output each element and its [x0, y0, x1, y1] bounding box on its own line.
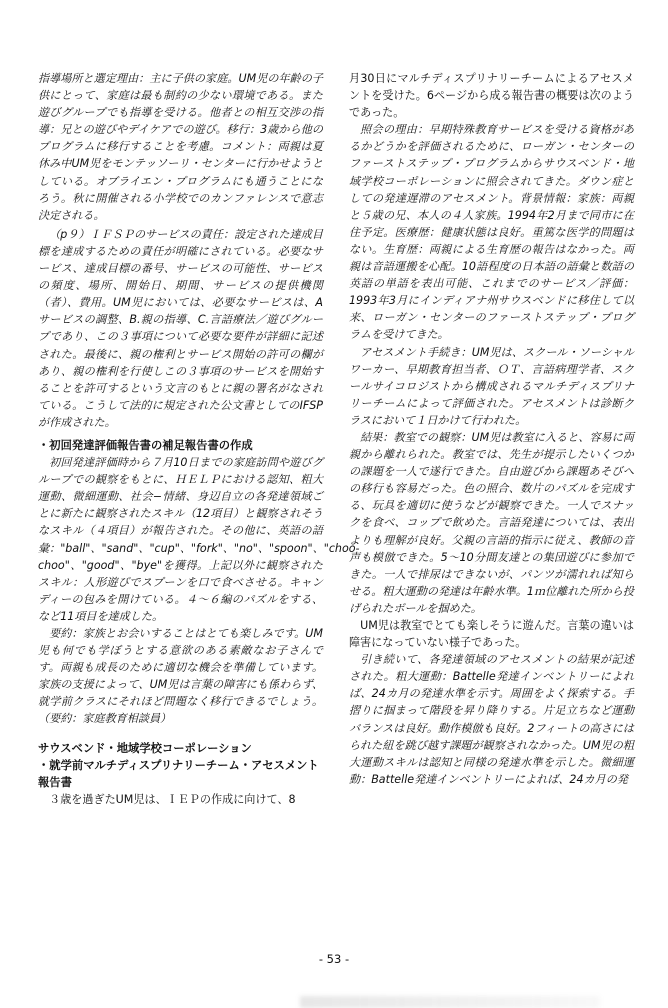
left-column [38, 70, 360, 935]
paragraph-left-5: ３歳を過ぎたUM児は、ＩＥＰの作成に向けて、8 [49, 792, 296, 806]
paragraph-right-5: UM児は教室でとても楽しそうに遊んだ。言葉の違いは障害になっていない様子であった。 [349, 619, 634, 650]
paragraph-left-2: （p９）ＩＦＳＰのサービスの責任：設定された達成目標を達成するための責任が明確にされている。必要なサービス、達成目標の番号、サービスの可能性、サービスの頻度、場所、開始日、期間、サービスの提供機関（者）、費用。UM児においては、必要なサービスは、Aサービスの調整、B.親の指導、C.言語療法／遊びグループであり、この３事項について必要な要件が詳細に記述された。最後に、親の権利とサービス開始の許可の欄があり、親の権利を行使しこの３事項のサービスを開始することを許可するという文言のもとに親の署名がなされている。こうして法的に規定された公文書としてのIFSPが作成された。 [38, 227, 323, 429]
heading-south-bend-corporation: サウスベンド・地域学校コーポレーション [38, 741, 252, 755]
paragraph-right-2: 照会の理由：早期特殊教育サービスを受ける資格があるかどうかを評価されるために、ローガン・センターのファーストステップ・プログラムからサウスベンド・地域学校コーポレーションに照会されてきた。ダウン症としての発達遅滞のアセスメント。背景情報：家族：両親と５歳の兄、本人の４人家族。1994年2月まで同市に在住予定。医療歴：健康状態は良好。重篤な医学的問題はない。生育歴：両親による生育歴の報告はなかった。両親は音語運搬を心配。10語程度の日本語の語彙と数語の英語の単語を表出可能、これまでのサービス／評価：1993年3月にインディアナ州サウスベンドに移住して以来、ローガン・センターのファーストステップ・プログラムを受けてきた。 [349, 123, 634, 342]
heading-multidisciplinary-report: ・就学前マルチディスプリナリーチーム・アセスメント報告書 [38, 758, 319, 789]
paragraph-right-6: 引き続いて、各発達領域のアセスメントの結果が記述された。粗大運動：Battelle発達インベントリーによれば、24カ月の発達水準を示す。周囲をよく探索する。手摺りに掴まって階段を昇り降りする。片足立ちなど運動バランスは良好。動作模倣も良好。2フィートの高さにはられた紐を跳び越す課題が観察されなかった。UM児の粗大運動スキルは認知と同様の発達水準を示した。微細運動：Battelle発達インベントリーによれば、24カ月の発 [349, 653, 634, 786]
paragraph-right-3: アセスメント手続き：UM児は、スクール・ソーシャルワーカー、早期教育担当者、ＯＴ、言語病理学者、スクールサイコロジストから構成されるマルチディスプリナリーチームによって評価された。アセスメントは診断クラスにおいて１日かけて行われた。 [349, 345, 634, 427]
paragraph-left-4: 要約：家族とお会いすることはとても楽しみです。UM児も何でも学ぼうとする意欲のある素敵なお子さんです。両親も成長のために適切な機会を準備しています。家族の支援によって、UM児は言葉の障害にも係わらず、就学前クラスにそれほど問題なく移行できるでしょう。（要約：家庭教育相談員） [38, 627, 323, 726]
two-column-body [38, 70, 634, 935]
paragraph-right-1: 月30日にマルチディスプリナリーチームによるアセスメントを受けた。6ページから成る報告書の概要は次のようであった。 [349, 72, 634, 120]
heading-initial-eval-supplement: ・初回発達評価報告書の補足報告書の作成 [38, 438, 253, 452]
paragraph-right-4: 結果：教室での観察：UM児は教室に入ると、容易に両親から離れられた。教室では、先生が提示したいくつかの課題を一人で遂行できた。自由遊びから課題あそびへの移行も容易だった。色の照合、数片のパズルを完成する、玩具を適切に使うなどが観察できた。一人でスナックを食べ、コップで飲めた。言語発達については、表出よりも理解が良好。父親の言語的指示に従え、教師の音声も模倣できた。5〜10分間友達との集団遊びに参加できた。一人で排尿はできないが、パンツが濡れれば知らせる。粗大運動の発達は年齢水準。1ｍ位離れた所から投げられたボールを掴めた。 [349, 430, 634, 615]
paragraph-left-1: 指導場所と選定理由：主に子供の家庭。UM児の年齢の子供にとって、家庭は最も制約の少ない環境である。また遊びグループでも指導を受ける。他者との相互交渉の指導：兄との遊びやデイケアでの遊び。移行：3歳から他のプログラムに移行することを考慮。コメント：両親は夏休み中UM児をモンテッソーリ・センターに行かせようとしている。オブライエン・プログラムにも通うことになろう。秋に開催される小学校でのカンファレンスで意志決定される。 [38, 72, 323, 222]
page-number: - 53 - [318, 952, 350, 966]
right-column [349, 70, 634, 935]
scan-artifact [300, 996, 600, 1008]
paragraph-left-3: 初回発達評価時から７月10日までの家庭訪問や遊びグループでの観察をもとに、ＨＥＬＰにおける認知、粗大運動、微細運動、社会−情緒、身辺自立の各発達領域ごとに新たに観察されたスキル（12項目）と観察されそうなスキル（４項目）が報告された。その他に、英語の語彙："ball"、"sand"、"cup"、"fork"、"no"、"spoon"、"choo-choo"、"good"、"bye"を獲得。上記以外に観察されたスキル：人形遊びでスプーンを口で食べさせる。キャンディーの包みを開けている。４〜６編のパズルをする、など11項目を達成した。 [38, 456, 360, 623]
